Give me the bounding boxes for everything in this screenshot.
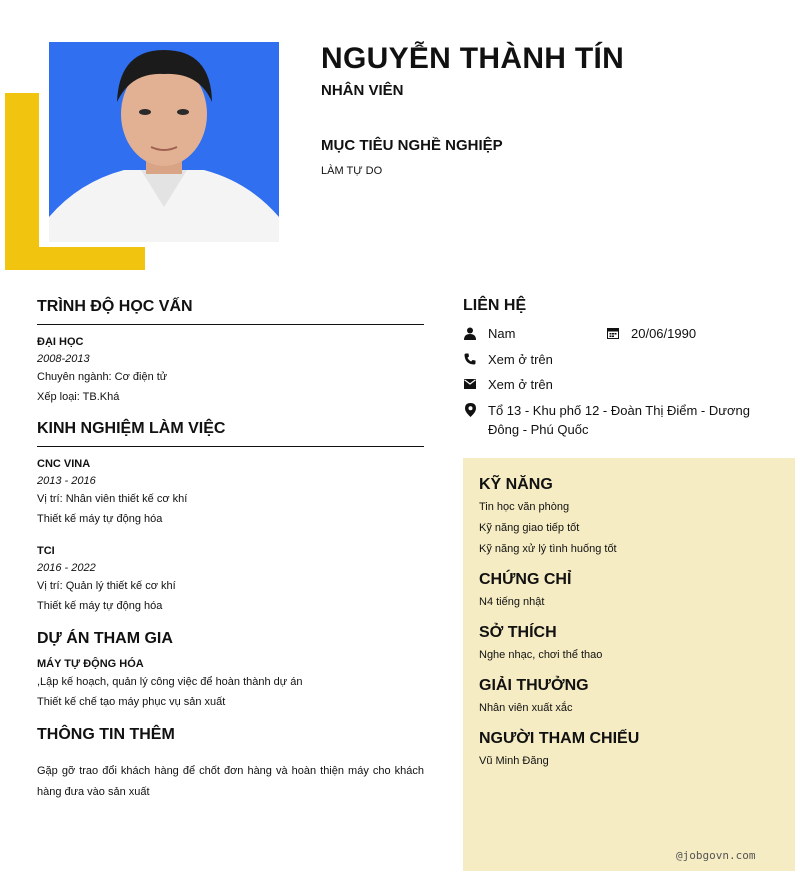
certificate-item: N4 tiếng nhật bbox=[479, 596, 545, 608]
contact-phone bbox=[463, 352, 553, 369]
calendar-icon bbox=[606, 326, 620, 340]
projects-title: DỰ ÁN THAM GIA bbox=[37, 630, 173, 647]
references-title: NGƯỜI THAM CHIẾU bbox=[479, 730, 640, 747]
decor-yellow-horizontal bbox=[5, 247, 145, 270]
awards-title: GIẢI THƯỞNG bbox=[479, 677, 589, 694]
hobby-item: Nghe nhạc, chơi thể thao bbox=[479, 649, 603, 661]
person-icon bbox=[463, 326, 477, 340]
reference-item: Vũ Minh Đăng bbox=[479, 755, 549, 767]
contact-gender-text: Nam bbox=[488, 326, 516, 341]
experience-desc: Thiết kế máy tự động hóa bbox=[37, 600, 163, 612]
contact-address bbox=[463, 403, 753, 439]
hobbies-title: SỞ THÍCH bbox=[479, 624, 557, 641]
experience-title: KINH NGHIỆM LÀM VIỆC bbox=[37, 420, 226, 437]
candidate-position: NHÂN VIÊN bbox=[321, 82, 404, 99]
award-item: Nhân viên xuất xắc bbox=[479, 702, 573, 714]
watermark: @jobgovn.com bbox=[676, 849, 756, 862]
decor-yellow-vertical bbox=[5, 93, 39, 270]
project-name: MÁY TỰ ĐỘNG HÓA bbox=[37, 658, 144, 670]
contact-phone-text: Xem ở trên bbox=[488, 352, 553, 367]
profile-photo bbox=[49, 42, 279, 242]
contact-gender bbox=[463, 326, 515, 343]
left-column bbox=[37, 298, 424, 803]
experience-company: TCI bbox=[37, 545, 55, 557]
contact-title: LIÊN HỆ bbox=[463, 297, 527, 314]
certificates-title: CHỨNG CHỈ bbox=[479, 571, 572, 588]
objective-text: LÀM TỰ DO bbox=[321, 165, 383, 177]
education-major: Chuyên ngành: Cơ điện tử bbox=[37, 371, 168, 383]
experience-date: 2016 - 2022 bbox=[37, 562, 96, 574]
contact-birthday-text: 20/06/1990 bbox=[631, 326, 697, 341]
contact-email-text: Xem ở trên bbox=[488, 377, 553, 392]
mail-icon bbox=[463, 377, 477, 391]
skill-item: Kỹ năng giao tiếp tốt bbox=[479, 522, 580, 534]
skills-title: KỸ NĂNG bbox=[479, 476, 553, 493]
experience-role: Vị trí: Nhân viên thiết kế cơ khí bbox=[37, 493, 188, 505]
skill-item: Tin học văn phòng bbox=[479, 501, 570, 513]
skill-item: Kỹ năng xử lý tình huống tốt bbox=[479, 543, 617, 555]
experience-date: 2013 - 2016 bbox=[37, 475, 96, 487]
contact-email bbox=[463, 377, 553, 394]
education-grade: Xếp loại: TB.Khá bbox=[37, 391, 120, 403]
education-date: 2008-2013 bbox=[37, 353, 90, 365]
extra-info-title: THÔNG TIN THÊM bbox=[37, 726, 175, 743]
education-school: ĐẠI HỌC bbox=[37, 336, 84, 348]
education-title: TRÌNH ĐỘ HỌC VẤN bbox=[37, 298, 193, 315]
phone-icon bbox=[463, 352, 477, 366]
experience-divider bbox=[37, 446, 424, 447]
contact-address-text: Tổ 13 - Khu phố 12 - Đoàn Thị Điểm - Dương Đông - Phú Quốc bbox=[488, 403, 750, 437]
side-panel bbox=[463, 458, 795, 871]
education-divider bbox=[37, 324, 424, 325]
extra-info-text: Gặp gỡ trao đổi khách hàng để chốt đơn hàng và hoàn thiện máy cho khách hàng đưa vào sản xuất bbox=[37, 765, 424, 798]
experience-role: Vị trí: Quản lý thiết kế cơ khí bbox=[37, 580, 176, 592]
experience-company: CNC VINA bbox=[37, 458, 91, 470]
experience-desc: Thiết kế máy tự động hóa bbox=[37, 513, 163, 525]
objective-title: MỤC TIÊU NGHỀ NGHIỆP bbox=[321, 137, 503, 154]
location-icon bbox=[463, 403, 477, 417]
candidate-name: NGUYỄN THÀNH TÍN bbox=[321, 42, 625, 75]
contact-birthday bbox=[606, 326, 696, 343]
project-line: ,Lập kế hoạch, quản lý công việc để hoàn thành dự án bbox=[37, 676, 303, 688]
project-line: Thiết kế chế tạo máy phục vụ sản xuất bbox=[37, 696, 226, 708]
